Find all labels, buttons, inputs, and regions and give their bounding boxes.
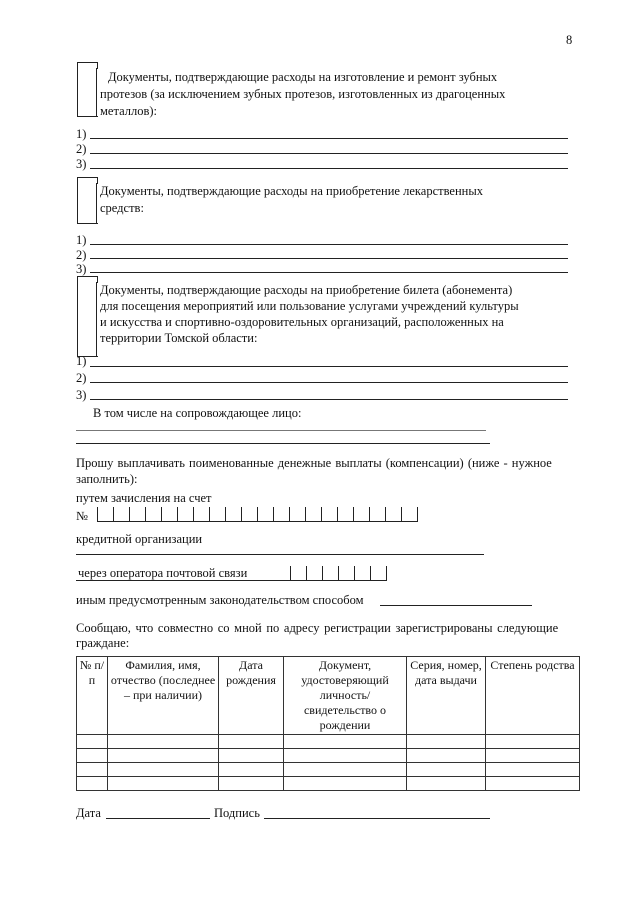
entry-line[interactable] [90,382,568,383]
table-row [77,749,580,763]
cell[interactable] [407,763,486,777]
entry-line[interactable] [90,272,568,273]
cell[interactable] [219,749,284,763]
page-number: 8 [566,33,573,47]
post-index-boxes[interactable] [290,566,387,581]
request-text: Прошу выплачивать поименованные денежные выплаты (компенсации) (ниже - нужное [76,456,552,470]
cell[interactable] [486,749,580,763]
checkbox-dental[interactable] [77,62,98,117]
section-text: и искусства и спортивно-оздоровительных организаций, расположенных на [100,315,504,329]
item-number: 1) [76,233,87,247]
number-sign: № [76,509,88,523]
cell[interactable] [77,763,108,777]
checkbox-tickets[interactable] [77,276,98,357]
cell[interactable] [284,749,407,763]
item-number: 3) [76,388,87,402]
cell[interactable] [407,749,486,763]
cell[interactable] [284,763,407,777]
cell[interactable] [219,763,284,777]
entry-line[interactable] [90,168,568,169]
table-row [77,777,580,791]
other-method-label: иным предусмотренным законодательством способом [76,593,364,607]
signature-label: Подпись [214,806,260,820]
section-text: для посещения мероприятий или пользование услугами учреждений культуры [100,299,519,313]
cell[interactable] [108,777,219,791]
item-number: 3) [76,157,87,171]
signature-line[interactable] [264,818,490,819]
escort-line[interactable] [76,443,490,444]
cell[interactable] [77,777,108,791]
checkbox-medicines[interactable] [77,177,98,224]
section-text: средств: [100,201,144,215]
section-text: Документы, подтверждающие расходы на приобретение билета (абонемента) [100,283,513,297]
residents-table [76,656,580,791]
cell[interactable] [219,735,284,749]
entry-line[interactable] [90,153,568,154]
inform-text: Сообщаю, что совместно со мной по адресу регистрации зарегистрированы следующие [76,621,559,635]
section-text: территории Томской области: [100,331,258,345]
section-text: металлов): [100,104,157,118]
cell[interactable] [108,735,219,749]
cell[interactable] [486,735,580,749]
credit-org-line[interactable] [76,554,484,555]
item-number: 1) [76,127,87,141]
item-number: 1) [76,354,87,368]
cell[interactable] [407,735,486,749]
cell[interactable] [486,777,580,791]
escort-label: В том числе на сопровождающее лицо: [93,406,302,420]
item-number: 3) [76,262,87,276]
section-text: протезов (за исключением зубных протезов, изготовленных из драгоценных [100,87,506,101]
date-line[interactable] [106,818,210,819]
credit-org-label: кредитной организации [76,532,203,546]
item-number: 2) [76,142,87,156]
entry-line[interactable] [90,244,568,245]
other-method-line[interactable] [380,605,532,606]
post-underline [76,580,290,581]
section-text: Документы, подтверждающие расходы на изготовление и ремонт зубных [108,70,498,84]
cell[interactable] [108,763,219,777]
account-label: путем зачисления на счет [76,491,212,505]
entry-line[interactable] [90,366,568,367]
request-text: заполнить): [76,472,138,486]
cell[interactable] [108,749,219,763]
account-number-boxes[interactable] [97,507,418,522]
post-label: через оператора почтовой связи [78,566,248,580]
date-label: Дата [76,806,101,820]
cell[interactable] [77,749,108,763]
cell[interactable] [284,777,407,791]
entry-line[interactable] [90,258,568,259]
cell[interactable] [407,777,486,791]
header-document: Документ, удостоверяющий личность/ свидетельство о рождении [284,657,407,735]
escort-line[interactable] [76,430,486,431]
cell[interactable] [219,777,284,791]
header-birthdate: Дата рождения [219,657,284,735]
entry-line[interactable] [90,399,568,400]
entry-line[interactable] [90,138,568,139]
header-series: Серия, номер, дата выдачи [407,657,486,735]
cell[interactable] [77,735,108,749]
item-number: 2) [76,248,87,262]
cell[interactable] [284,735,407,749]
item-number: 2) [76,371,87,385]
header-relation: Степень родства [486,657,580,735]
table-row [77,735,580,749]
table-row [77,763,580,777]
header-name: Фамилия, имя, отчество (последнее – при наличии) [108,657,219,735]
section-text: Документы, подтверждающие расходы на приобретение лекарственных [100,184,483,198]
inform-text: граждане: [76,636,130,650]
cell[interactable] [486,763,580,777]
header-number: № п/п [77,657,108,735]
